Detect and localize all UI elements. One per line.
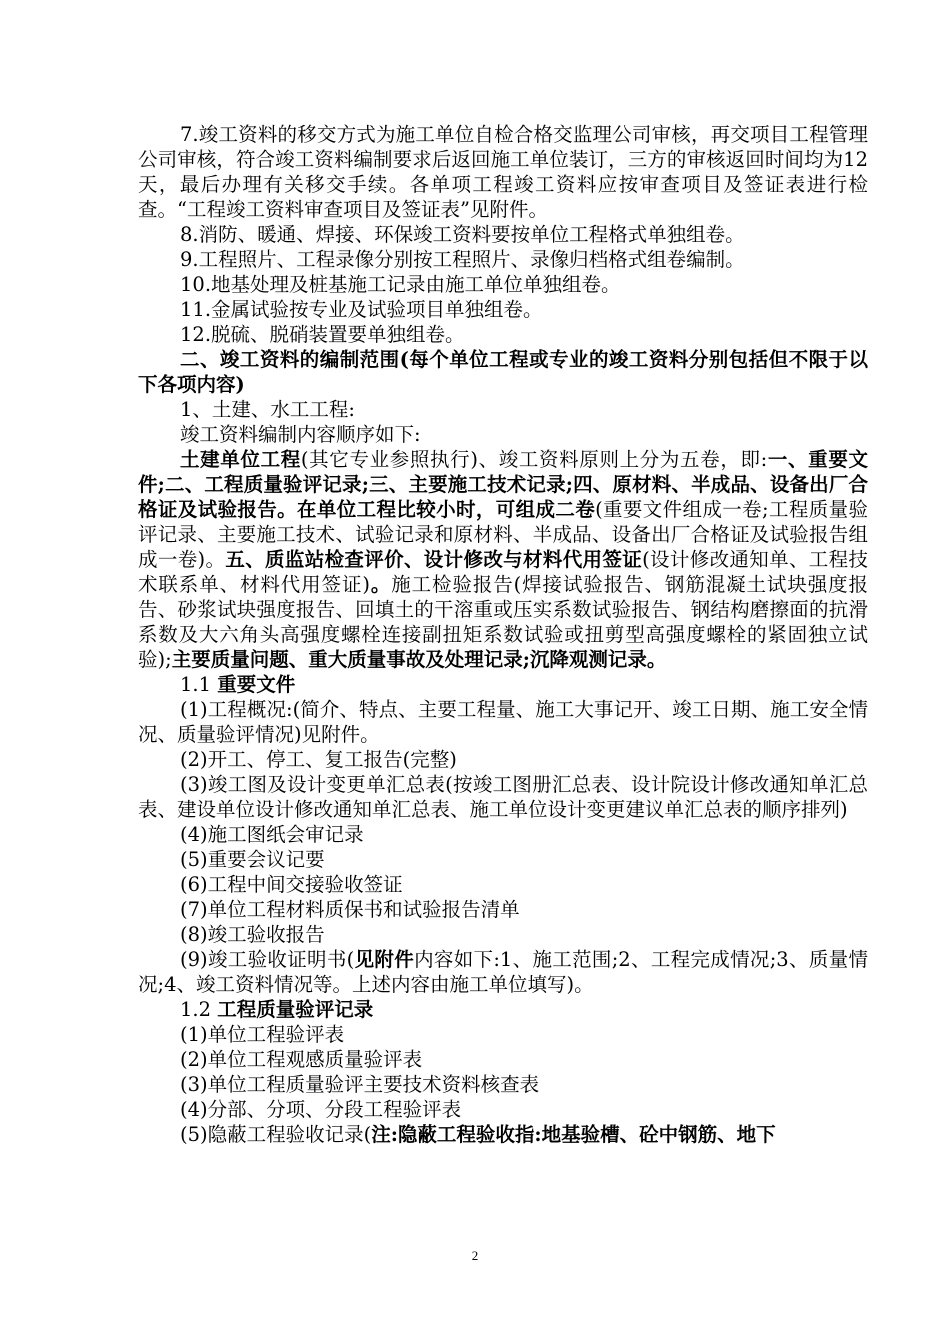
- civil-volume-5: 五、质监站检查评价、设计修改与材料代用签证: [225, 548, 643, 571]
- i9-attachment: 见附件: [354, 948, 415, 971]
- page-content: [138, 122, 868, 1147]
- heading-1-1-number: 1.1: [180, 673, 212, 696]
- civil-period: 。: [369, 573, 392, 596]
- item-12: 12.脱硫、脱硝装置要单独组卷。: [180, 323, 465, 346]
- heading-1-2: [138, 997, 868, 1022]
- j5-start: (5)隐蔽工程验收记录(: [180, 1123, 372, 1146]
- i9-start: (9)竣工验收证明书(: [180, 948, 355, 971]
- page-number: 2: [471, 1248, 479, 1263]
- list-item: (7)单位工程材料质保书和试验报告清单: [180, 898, 520, 921]
- heading-1-2-title: 工程质量验评记录: [217, 998, 374, 1021]
- civil-title: 土建单位工程: [180, 448, 301, 471]
- subsection-1: 1、土建、水工工程:: [180, 398, 355, 421]
- i9-rest: 内容如下:1、施工范围;2、工程完成情况;3、质量情况;4、竣工资料情况等。上述内容由施工单位填写)。: [138, 948, 868, 996]
- list-item: [138, 1122, 868, 1147]
- civil-volume-5-detail: (设计修改通知单、工程技术联系单、材料代用签证): [138, 548, 868, 596]
- civil-paragraph: [138, 447, 868, 672]
- list-item: (5)重要会议记要: [180, 848, 325, 871]
- list-item: (2)开工、停工、复工报告(完整): [180, 748, 457, 771]
- item-11: 11.金属试验按专业及试验项目单独组卷。: [180, 298, 543, 321]
- item-8: 8.消防、暖通、焊接、环保竣工资料要按单位工程格式单独组卷。: [180, 223, 745, 246]
- item-9: 9.工程照片、工程录像分别按工程照片、录像归档格式组卷编制。: [180, 248, 745, 271]
- civil-two-volumes: (重要文件组成一卷;工程质量验评记录、主要施工技术、试验记录和原材料、半成品、设备出厂合格证及试验报告组成一卷)。: [138, 498, 868, 571]
- item-10: 10.地基处理及桩基施工记录由施工单位单独组卷。: [180, 273, 621, 296]
- list-item: (4)分部、分项、分段工程验评表: [180, 1098, 462, 1121]
- section-2-heading: 二、竣工资料的编制范围(每个单位工程或专业的竣工资料分别包括但不限于以下各项内容): [138, 348, 868, 396]
- j5-note: 注:隐蔽工程验收指:地基验槽、砼中钢筋、地下: [371, 1123, 776, 1146]
- civil-volumes: 一、重要文件;二、工程质量验评记录;三、主要施工技术记录;四、原材料、半成品、设备出厂合格证及试验报告。在单位工程比较小时，可组成二卷: [138, 448, 868, 521]
- list-item: (3)单位工程质量验评主要技术资料核查表: [180, 1073, 540, 1096]
- list-item: (6)工程中间交接验收签证: [180, 873, 403, 896]
- list-item: (1)单位工程验评表: [180, 1023, 345, 1046]
- list-item: (4)施工图纸会审记录: [180, 823, 364, 846]
- civil-quality: 主要质量问题、重大质量事故及处理记录;沉降观测记录。: [171, 648, 667, 671]
- heading-1-1-title: 重要文件: [217, 673, 296, 696]
- list-item: (1)工程概况:(简介、特点、主要工程量、施工大事记开、竣工日期、施工安全情况、质量验评情况)见附件。: [138, 698, 868, 746]
- heading-1-1: [138, 672, 868, 697]
- civil-inspection: 施工检验报告(焊接试验报告、钢筋混凝土试块强度报告、砂浆试块强度报告、回填土的干溶重或压实系数试验报告、钢结构磨擦面的抗滑系数及大六角头高强度螺栓连接副扭矩系数试验或扭剪型高强度螺栓的紧固独立试验);: [138, 573, 868, 671]
- civil-note: (其它专业参照执行)、竣工资料原则上分为五卷，即:: [300, 448, 768, 471]
- list-item: [138, 947, 868, 997]
- list-item: (8)竣工验收报告: [180, 923, 325, 946]
- item-7-transfer: 7.竣工资料的移交方式为施工单位自检合格交监理公司审核，再交项目工程管理公司审核，符合竣工资料编制要求后返回施工单位装订，三方的审核返回时间均为12天，最后办理有关移交手续。各单项工程竣工资料应按审查项目及签证表进行检查。“工程竣工资料审查项目及签证表”见附件。: [138, 123, 868, 221]
- heading-1-2-number: 1.2: [180, 998, 212, 1021]
- list-item: (3)竣工图及设计变更单汇总表(按竣工图册汇总表、设计院设计修改通知单汇总表、建设单位设计修改通知单汇总表、施工单位设计变更建议单汇总表的顺序排列): [138, 773, 868, 821]
- order-intro: 竣工资料编制内容顺序如下:: [180, 423, 421, 446]
- list-item: (2)单位工程观感质量验评表: [180, 1048, 423, 1071]
